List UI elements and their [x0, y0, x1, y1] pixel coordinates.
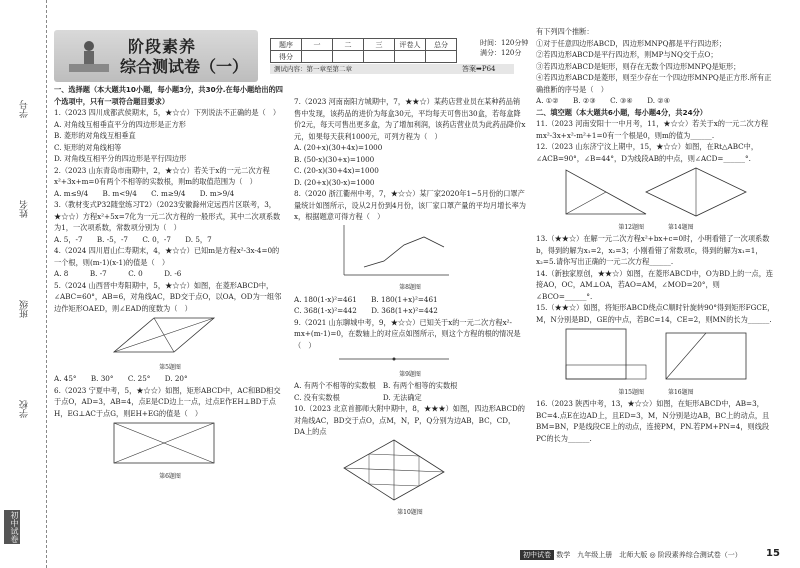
option: D. (20+x)(30-x)=1000	[294, 177, 375, 187]
column-2	[294, 96, 526, 519]
column-3	[536, 26, 776, 444]
statement: ③若四边形ABCD是矩形，则存在无数个四边形MNPQ是矩形；	[536, 61, 741, 71]
score-header-cell: 总分	[426, 39, 457, 51]
question-10: 10.（2023 北京首都师大附中期中，8，★★★）如图，四边形ABCD的对角线AC，BD交于点O，点M，N，P，Q分别为边AB，BC，CD，DA上的点	[294, 404, 525, 436]
score-header-cell: 一	[302, 39, 333, 51]
statement: ①对于任意四边形ABCD，四边形MNPQ都是平行四边形；	[536, 38, 726, 48]
question-11: 11.（2023 河南安阳十一中月考，11，★☆☆）若关于x的一元二次方程mx²-3x+x²-m²+1=0有一个根是0，则m的值为______.	[536, 119, 769, 140]
question-2: 2.（2023 山东青岛市南期中，2，★☆☆）若关于x的一元二次方程x²+3x+m=0有两个不相等的实数根，则m的取值范围为（ ）	[54, 165, 270, 186]
section-heading: 一、选择题（本大题共10小题，每小题3分，共30分.在每小题给出的四个选项中，只有一项符合题目要求）	[54, 85, 283, 106]
figure-10	[334, 438, 454, 504]
figure-caption: 第6题图	[159, 472, 181, 480]
options: A. 180(1-x)²=461 B. 180(1+x)²=461	[294, 294, 438, 304]
question-1: 1.（2023 四川成都武侯期末，5，★☆☆）下列说法不正确的是（ ）	[54, 108, 281, 117]
options: A. 8 B. -7 C. 0 D. -6	[54, 269, 182, 278]
footer	[520, 550, 742, 560]
score-line: 满分：120分	[480, 49, 522, 57]
binding-label-name: 姓名	[20, 200, 30, 218]
footer-badge: 初中试卷	[520, 550, 554, 560]
question-15: 15.（★★☆）如图，将矩形ABCD绕点C顺时针旋转90°得到矩形FGCE，M，N分别是BD，GE的中点，若BC=14，CE=2，则MN的长为______.	[536, 303, 775, 324]
student-figure-icon	[64, 36, 114, 76]
figure-6	[104, 419, 224, 467]
figures-12-14	[536, 164, 766, 218]
question-5: 5.（2024 山西晋中寿阳期中，5，★☆☆）如图，在菱形ABCD中，∠ABC=60°，AB=6，对角线AC，BD交于点O，以OA，OD为一组邻边作矩形OAED，则∠EAD的度数为（ ）	[54, 280, 282, 313]
option: A. (20+x)(30+4x)=1000	[294, 143, 383, 152]
figure-caption: 第10题图	[397, 509, 423, 516]
score-header-cell: 二	[333, 39, 364, 51]
score-cell	[333, 51, 364, 63]
question-14: 14.（新独家原创，★★☆）如图，在菱形ABCD中，O为BD上的一点，连接AO，OC，AM⊥OA，若AO=AM，∠MOD=20°，则∠BCO=______°.	[536, 268, 774, 301]
option: B. (50-x)(30+x)=1000	[294, 154, 375, 164]
question-13: 13.（★★☆）在解一元二次方程x²+bx+c=0时，小明看错了一次项系数b，得到的解为x₁=2，x₂=3；小刚看错了常数项c，得到的解为x₁=1，x₂=5.请你写出正确的一元二次方程______.	[536, 234, 770, 266]
time-info	[480, 38, 528, 58]
option: C. (20-x)(30+4x)=1000	[294, 166, 379, 175]
question-7: 7.（2023 河南南阳方城期中，7，★★☆）某药店营业员在某种药品销售中发现，该药品的进价为每盒30元，平均每天可售出30盒，若每盒降价2元，每天可售出更多盒，为了增加利润，该药店营业员为此药品降价x元，如果每天获利1000元，可列方程为（ ）	[294, 97, 526, 141]
options: A. 45° B. 30° C. 25° D. 20°	[54, 374, 188, 383]
score-cell	[302, 51, 333, 63]
binding-label-class: 班级	[20, 300, 30, 318]
statement: 有下列四个推断：	[536, 27, 594, 36]
options: A. 有两个不相等的实数根 B. 有两个相等的实数根	[294, 381, 458, 390]
question-6: 6.（2023 宁夏中考，5，★☆☆）如图，矩形ABCD中，AC和BD相交于点O，AD=3，AB=4，点E是CD边上一点，过点E作EH⊥BD于点H，EG⊥AC于点G，则EH+EG的值是（ ）	[54, 385, 281, 418]
figure-caption: 第15题图 第16题图	[618, 388, 694, 396]
score-header-cell: 题序	[271, 39, 302, 51]
option: A. 对角线互相垂直平分的四边形是正方形	[54, 119, 186, 129]
question-3: 3.（教材变式P32随堂练习T2）（2023安徽滁州定远西片区联考，3，★☆☆）方程x²+5x=7化为一元二次方程的一般形式，其中二次项系数为1，一次项系数，常数项分别为（ ）	[54, 200, 281, 232]
options: C. 没有实数根 D. 无法确定	[294, 392, 422, 402]
header-banner	[54, 30, 258, 82]
test-scope: 测试内容：第一章至第二章	[270, 64, 514, 74]
option: D. 对角线互相平分的四边形是平行四边形	[54, 154, 187, 163]
time-line: 时间：120分钟	[480, 39, 529, 47]
figure-caption: 第5题图	[159, 363, 181, 371]
options: A. m≤9/4 B. m<9/4 C. m≥9/4 D. m>9/4	[54, 188, 235, 198]
title-line2: 综合测试卷（一）	[120, 57, 249, 76]
figure-8	[334, 223, 454, 279]
figure-caption: 第12题图 第14题图	[618, 223, 694, 231]
figure-9-numberline	[334, 351, 454, 365]
figure-caption: 第8题图	[399, 284, 421, 291]
score-cell	[395, 51, 426, 63]
statement: ④若四边形ABCD是菱形，则至少存在一个四边形MNPQ是正方形.所有正确推断的序号是（ ）	[536, 73, 772, 94]
page-number: 15	[766, 548, 780, 559]
statement: ②若四边形ABCD是平行四边形，则MP与NQ交于点O；	[536, 50, 718, 59]
question-16: 16.（2023 陕西中考，13，★☆☆）如图，在矩形ABCD中，AB=3，BC=4.点E在边AD上，且ED=3，M，N分别是边AB，BC上的动点，且BM=BN，P是线段CE上的动点，连接PM，PN.若PM+PN=4，则线段PC的长为______.	[536, 399, 770, 443]
binding-label-id: 学号	[20, 100, 30, 118]
section-heading: 二、填空题（本大题共6小题，每小题4分，共24分）	[536, 107, 707, 117]
options: C. 368(1-x)²=442 D. 368(1+x)²=442	[294, 306, 438, 315]
question-8: 8.（2020 浙江衢州中考，7，★☆☆）某厂家2020年1~5月份的口罩产量统计如图所示，设从2月份到4月份，该厂家口罩产量的平均月增长率为x，根据题意可得方程（ ）	[294, 189, 526, 221]
score-row-label: 得分	[271, 51, 302, 63]
question-12: 12.（2023 山东济宁汶上期中，15，★☆☆）如图，在Rt△ABC中，∠ACB=90°，∠B=44°，D为线段AB的中点，则∠ACD=______°.	[536, 142, 759, 163]
title-line1: 阶段素养	[128, 37, 197, 56]
score-cell	[426, 51, 457, 63]
column-1	[54, 84, 286, 482]
figure-5	[104, 314, 224, 358]
figures-15-16	[536, 325, 766, 383]
binding-margin	[0, 0, 47, 568]
options: A. ①② B. ②③ C. ③④ D. ②④	[536, 96, 671, 105]
score-cell	[364, 51, 395, 63]
footer-text: 数学 九年级上册 北师大版 ◎ 阶段素养综合测试卷（一）	[556, 551, 742, 559]
logo: 初中试卷	[4, 510, 20, 544]
score-header-cell: 三	[364, 39, 395, 51]
question-4: 4.（2024 四川眉山仁寿期末，4，★☆☆）已知m是方程x²-3x-4=0的一个根，则(m-1)(x-1)的值是（ ）	[54, 246, 280, 267]
binding-label-school: 学校	[20, 400, 30, 418]
figure-caption: 第9题图	[399, 370, 421, 378]
score-header-cell: 评卷人	[395, 39, 426, 51]
answer-ref: 答案➡P64	[462, 65, 496, 73]
options: A. 5，-7 B. -5，-7 C. 0，-7 D. 5，7	[54, 234, 212, 244]
option: C. 矩形的对角线相等	[54, 142, 122, 152]
score-table	[270, 38, 457, 63]
question-9: 9.（2021 山东聊城中考，9，★☆☆）已知关于x的一元二次方程x²-mx+(m-1)=0，在数轴上的对应点如图所示，则这个方程的根的情况是（ ）	[294, 317, 521, 350]
option: B. 菱形的对角线互相垂直	[54, 131, 136, 140]
